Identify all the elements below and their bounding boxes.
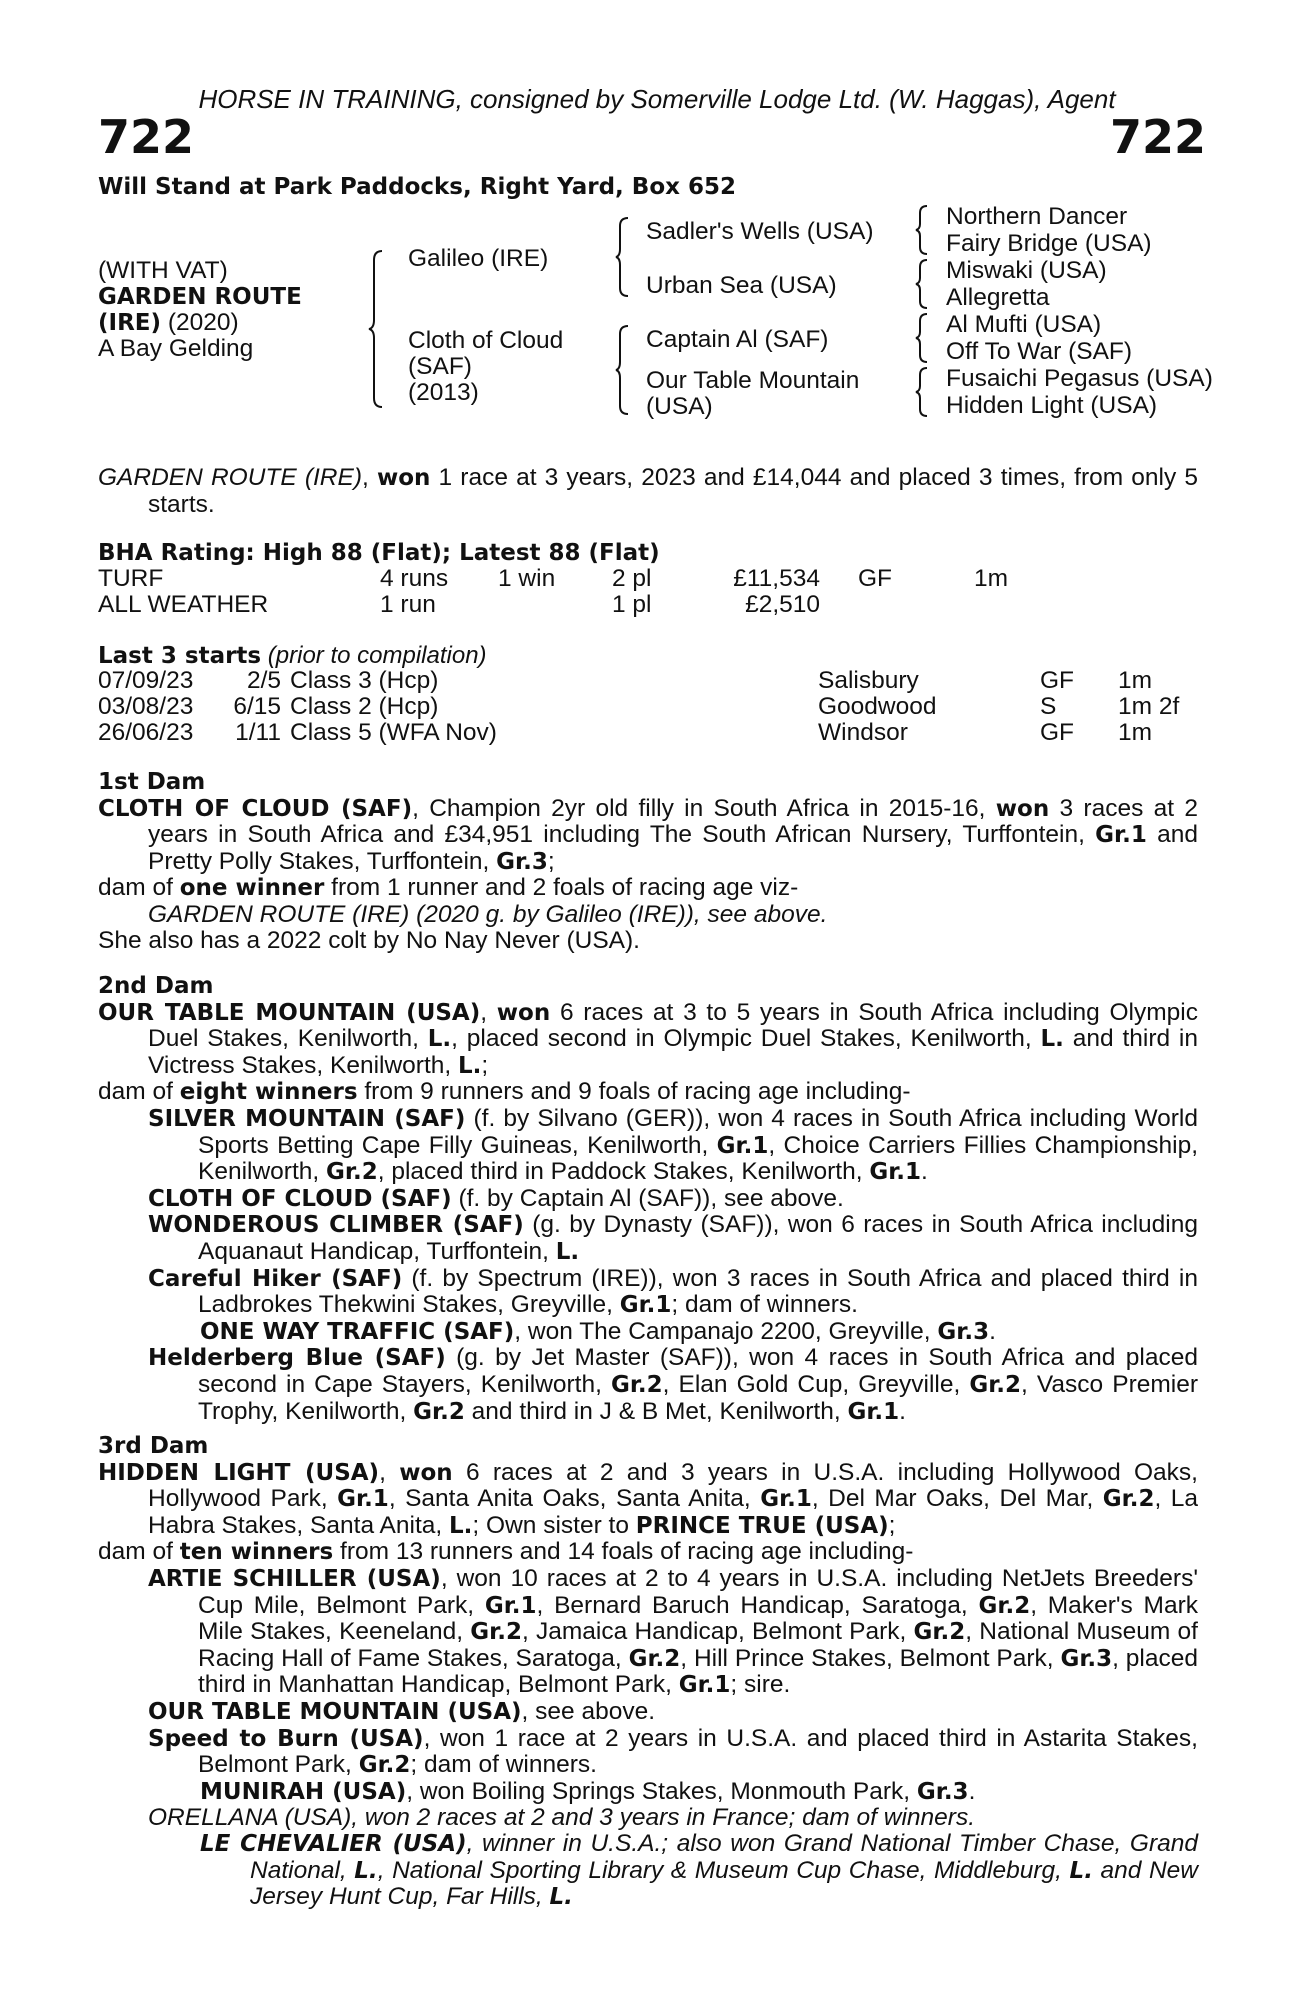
start-position: 2/5 [246, 667, 281, 694]
pedigree-dam-dam: Our Table Mountain [646, 367, 860, 394]
start-course: Goodwood [818, 693, 937, 720]
rating-placed: 2 pl [612, 565, 652, 592]
pedigree-ddd: Hidden Light (USA) [946, 392, 1158, 419]
pedigree-dsd: Off To War (SAF) [946, 338, 1133, 365]
start-class: Class 3 (Hcp) [290, 667, 439, 694]
pedigree-ssd: Fairy Bridge (USA) [946, 230, 1152, 257]
pedigree-sds: Miswaki (USA) [946, 257, 1107, 284]
last-starts-heading: Last 3 starts (prior to compilation) [98, 642, 487, 669]
horse-name-line2: (IRE) (2020) [98, 309, 239, 336]
race-summary: GARDEN ROUTE (IRE), won 1 race at 3 years, 2023 and £14,044 and placed 3 times, from only 5 starts. [98, 464, 1199, 518]
rating-prize: £2,510 [745, 591, 820, 618]
third-dam-heading: 3rd Dam [98, 1433, 209, 1459]
start-course: Windsor [818, 719, 908, 746]
pedigree-brace-sire [615, 216, 635, 298]
progeny-silver-mountain: SILVER MOUNTAIN (SAF) (f. by Silvano (GER)), won 4 races in South Africa including World Sports Betting Cape Filly Guineas, Kenilworth, Gr.1, Choice Carriers Fillies Championship, Kenilworth, Gr.2, placed third in Paddock Stakes, Kenilworth, Gr.1. [148, 1104, 1199, 1186]
pedigree-sire: Galileo (IRE) [408, 245, 549, 272]
start-class: Class 5 (WFA Nov) [290, 719, 497, 746]
progeny-wonderous-climber: WONDEROUS CLIMBER (SAF) (g. by Dynasty (SAF)), won 6 races in South Africa including Aquanaut Handicap, Turffontein, L. [148, 1211, 1198, 1265]
pedigree-dam-dam-origin: (USA) [646, 393, 713, 420]
rating-distance: 1m [974, 565, 1009, 592]
consignment-line: HORSE IN TRAINING, consigned by Somerville Lodge Ltd. (W. Haggas), Agent [198, 84, 1116, 114]
pedigree-sss: Northern Dancer [946, 203, 1128, 230]
first-dam-also: She also has a 2022 colt by No Nay Never (USA). [98, 926, 640, 954]
progeny-speed-to-burn: Speed to Burn (USA), won 1 race at 2 years in U.S.A. and placed third in Astarita Stakes, Belmont Park, Gr.2; dam of winners. [148, 1724, 1198, 1779]
rating-placed: 1 pl [612, 591, 652, 618]
pedigree-brace-sd [915, 258, 933, 310]
rating-going: GF [858, 565, 893, 592]
pedigree-brace-ds [915, 312, 933, 364]
rating-surface: ALL WEATHER [98, 591, 269, 618]
pedigree-dam-year: (2013) [408, 379, 479, 406]
pedigree-brace-ss [915, 204, 933, 256]
progeny-artie-schiller: ARTIE SCHILLER (USA), won 10 races at 2 to 4 years in U.S.A. including NetJets Breeders' Cup Mile, Belmont Park, Gr.1, Bernard Baruch Handicap, Saratoga, Gr.2, Maker's Mark Mile Stakes, Keeneland, Gr.2, Jamaica Handicap, Belmont Park, Gr.2, National Museum of Racing Hall of Fame Stakes, Saratoga, Gr.2, Hill Prince Stakes, Belmont Park, Gr.3, placed third in Manhattan Handicap, Belmont Park, Gr.1; sire. [148, 1564, 1198, 1699]
pedigree-dss: Al Mufti (USA) [946, 311, 1102, 338]
start-going: GF [1040, 719, 1075, 746]
lot-number-right: 722 [1109, 110, 1206, 164]
progeny-helderberg-blue: Helderberg Blue (SAF) (g. by Jet Master (SAF)), won 4 races in South Africa and placed second in Cape Stayers, Kenilworth, Gr.2, Elan Gold Cup, Greyville, Gr.2, Vasco Premier Trophy, Kenilworth, Gr.2 and third in J & B Met, Kenilworth, Gr.1. [148, 1344, 1198, 1425]
second-dam-record: OUR TABLE MOUNTAIN (USA), won 6 races at 3 to 5 years in South Africa including Olympic Duel Stakes, Kenilworth, L., placed second in Olympic Duel Stakes, Kenilworth, L. and third in Victress Stakes, Kenilworth, L.; [98, 998, 1198, 1079]
pedigree-dds: Fusaichi Pegasus (USA) [946, 365, 1213, 392]
start-date: 07/09/23 [98, 667, 194, 694]
start-position: 6/15 [233, 693, 281, 720]
bha-rating-heading: BHA Rating: High 88 (Flat); Latest 88 (Flat) [98, 540, 660, 566]
first-dam-record: CLOTH OF CLOUD (SAF), Champion 2yr old filly in South Africa in 2015-16, won 3 races at 2 years in South Africa and £34,951 including The South African Nursery, Turffontein, Gr.1 and Pretty Polly Stakes, Turffontein, Gr.3; [98, 794, 1199, 875]
start-course: Salisbury [818, 667, 919, 694]
rating-runs: 1 run [380, 591, 436, 618]
pedigree-dam: Cloth of Cloud [408, 327, 564, 354]
third-dam-record: HIDDEN LIGHT (USA), won 6 races at 2 and 3 years in U.S.A. including Hollywood Oaks, Hollywood Park, Gr.1, Santa Anita Oaks, Santa Anita, Gr.1, Del Mar Oaks, Del Mar, Gr.2, La Habra Stakes, Santa Anita, L.; Own sister to PRINCE TRUE (USA); [98, 1458, 1198, 1539]
start-going: S [1040, 693, 1057, 720]
start-class: Class 2 (Hcp) [290, 693, 439, 720]
start-date: 26/06/23 [98, 719, 194, 746]
pedigree-brace-gen1 [368, 248, 390, 410]
progeny-careful-hiker: Careful Hiker (SAF) (f. by Spectrum (IRE)), won 3 races in South Africa and placed third in Ladbrokes Thekwini Stakes, Greyville, Gr.1; dam of winners. [148, 1264, 1198, 1319]
first-dam-produce: dam of one winner from 1 runner and 2 foals of racing age viz- [98, 874, 799, 902]
progeny-our-table-mountain: OUR TABLE MOUNTAIN (USA), see above. [148, 1697, 655, 1725]
stand-location: Will Stand at Park Paddocks, Right Yard, Box 652 [98, 174, 736, 200]
second-dam-produce: dam of eight winners from 9 runners and 9 foals of racing age including- [98, 1078, 911, 1106]
progeny-cloth-of-cloud: CLOTH OF CLOUD (SAF) (f. by Captain Al (SAF)), see above. [148, 1184, 844, 1212]
second-dam-heading: 2nd Dam [98, 973, 214, 999]
rating-wins: 1 win [498, 565, 556, 592]
pedigree-sire-sire: Sadler's Wells (USA) [646, 218, 874, 245]
pedigree-brace-dam [615, 324, 635, 416]
start-distance: 1m [1118, 667, 1153, 694]
vat-label: (WITH VAT) [98, 257, 228, 284]
progeny-orellana: ORELLANA (USA), won 2 races at 2 and 3 years in France; dam of winners. [148, 1804, 976, 1832]
first-dam-heading: 1st Dam [98, 769, 206, 795]
rating-runs: 4 runs [380, 565, 449, 592]
pedigree-dam-sire: Captain Al (SAF) [646, 326, 829, 353]
start-position: 1/11 [235, 719, 281, 746]
third-dam-produce: dam of ten winners from 13 runners and 14 foals of racing age including- [98, 1538, 914, 1566]
horse-name: GARDEN ROUTE [98, 284, 302, 310]
pedigree-brace-dd [915, 366, 933, 418]
second-dam-section [98, 974, 1198, 1425]
pedigree-sdd: Allegretta [946, 284, 1050, 311]
rating-surface: TURF [98, 565, 164, 592]
progeny-munirah: MUNIRAH (USA), won Boiling Springs Stakes, Monmouth Park, Gr.3. [200, 1777, 976, 1805]
horse-description: A Bay Gelding [98, 335, 254, 362]
progeny-one-way-traffic: ONE WAY TRAFFIC (SAF), won The Campanajo 2200, Greyville, Gr.3. [200, 1317, 996, 1345]
lot-number-left: 722 [98, 110, 195, 164]
start-distance: 1m [1118, 719, 1153, 746]
third-dam-section [98, 1434, 1198, 1911]
first-dam-progeny: GARDEN ROUTE (IRE) (2020 g. by Galileo (IRE)), see above. [148, 900, 828, 928]
progeny-le-chevalier: LE CHEVALIER (USA), winner in U.S.A.; also won Grand National Timber Chase, Grand National, L., National Sporting Library & Museum Cup Chase, Middleburg, L. and New Jersey Hunt Cup, Far Hills, L. [200, 1829, 1199, 1911]
first-dam-section [98, 770, 1198, 953]
start-going: GF [1040, 667, 1075, 694]
pedigree-dam-origin: (SAF) [408, 353, 472, 380]
rating-prize: £11,534 [733, 565, 820, 592]
pedigree-sire-dam: Urban Sea (USA) [646, 272, 837, 299]
start-date: 03/08/23 [98, 693, 194, 720]
start-distance: 1m 2f [1118, 693, 1180, 720]
